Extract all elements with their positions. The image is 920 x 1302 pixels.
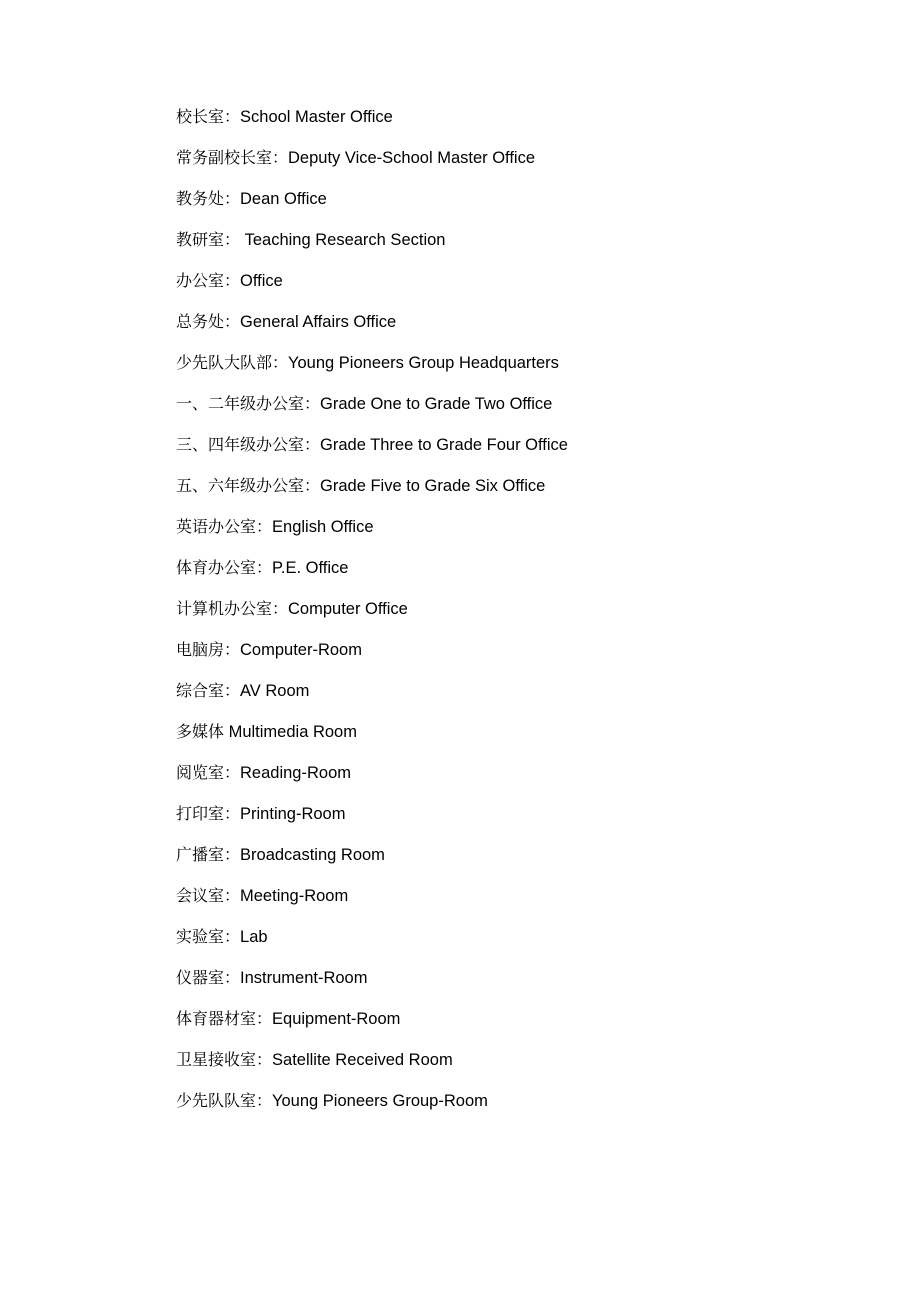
list-item [176,432,568,473]
chinese-name: 三、四年级办公室： [176,435,321,454]
chinese-name: 卫星接收室： [176,1050,273,1069]
list-item [176,678,568,719]
list-item [176,473,568,514]
list-item [176,104,568,145]
chinese-name: 常务副校长室： [176,148,289,167]
english-name: Dean Office [240,190,327,208]
list-item [176,227,568,268]
list-item [176,924,568,965]
chinese-name: 总务处： [176,312,241,331]
chinese-name: 办公室： [176,271,241,290]
list-item [176,760,568,801]
list-item [176,391,568,432]
chinese-name: 多媒体 [176,722,225,741]
list-item [176,965,568,1006]
chinese-name: 计算机办公室： [176,599,289,618]
chinese-name: 会议室： [176,886,241,905]
chinese-name: 教研室： [176,230,241,249]
list-item [176,1088,568,1129]
english-name: Computer Office [288,600,408,618]
english-name: Multimedia Room [224,723,357,741]
english-name: Young Pioneers Group-Room [272,1092,488,1110]
list-item [176,1047,568,1088]
chinese-name: 校长室： [176,107,241,126]
english-name: Instrument-Room [240,969,368,987]
chinese-name: 阅览室： [176,763,241,782]
list-item [176,883,568,924]
list-item [176,719,568,760]
english-name: Satellite Received Room [272,1051,453,1069]
english-name: P.E. Office [272,559,349,577]
list-item [176,350,568,391]
english-name: Grade One to Grade Two Office [320,395,553,413]
list-item [176,1006,568,1047]
list-item [176,637,568,678]
chinese-name: 综合室： [176,681,241,700]
chinese-name: 广播室： [176,845,241,864]
english-name: School Master Office [240,108,393,126]
chinese-name: 体育办公室： [176,558,273,577]
list-item [176,145,568,186]
english-name: Grade Five to Grade Six Office [320,477,546,495]
english-name: Computer-Room [240,641,362,659]
english-name: Deputy Vice-School Master Office [288,149,536,167]
english-name: Meeting-Room [240,887,349,905]
english-name: General Affairs Office [240,313,397,331]
list-item [176,186,568,227]
chinese-name: 英语办公室： [176,517,273,536]
chinese-name: 打印室： [176,804,241,823]
chinese-name: 一、二年级办公室： [176,394,321,413]
english-name: AV Room [240,682,310,700]
list-item [176,801,568,842]
chinese-name: 五、六年级办公室： [176,476,321,495]
english-name: Office [240,272,283,290]
chinese-name: 实验室： [176,927,241,946]
list-item [176,268,568,309]
chinese-name: 少先队大队部： [176,353,289,372]
chinese-name: 少先队队室： [176,1091,273,1110]
chinese-name: 电脑房： [176,640,241,659]
english-name: Teaching Research Section [240,231,446,249]
list-item [176,842,568,883]
english-name: Young Pioneers Group Headquarters [288,354,559,372]
english-name: Reading-Room [240,764,351,782]
list-item [176,596,568,637]
english-name: Printing-Room [240,805,346,823]
list-item [176,555,568,596]
chinese-name: 仪器室： [176,968,241,987]
english-name: Broadcasting Room [240,846,385,864]
english-name: English Office [272,518,374,536]
english-name: Equipment-Room [272,1010,401,1028]
list-item [176,514,568,555]
english-name: Grade Three to Grade Four Office [320,436,568,454]
room-name-list [176,104,568,1129]
list-item [176,309,568,350]
chinese-name: 体育器材室： [176,1009,273,1028]
english-name: Lab [240,928,268,946]
chinese-name: 教务处： [176,189,241,208]
